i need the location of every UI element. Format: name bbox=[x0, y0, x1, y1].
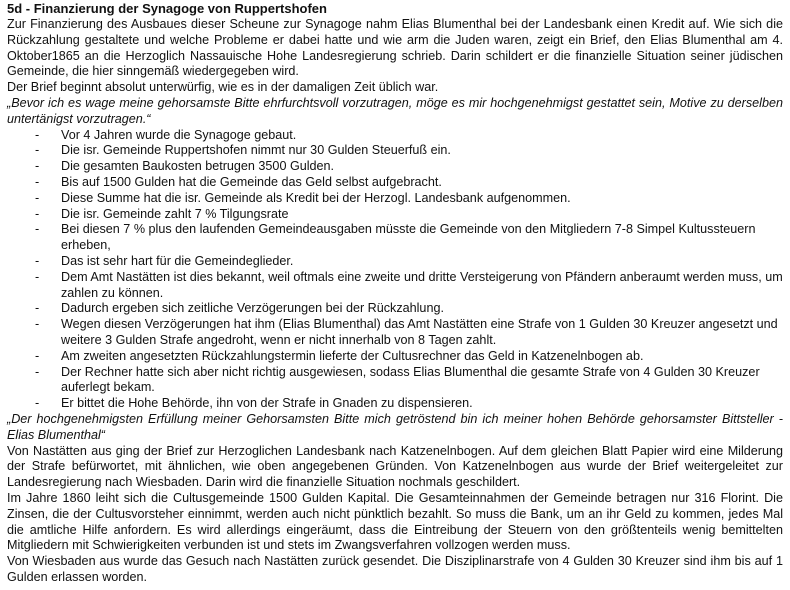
bullet-dash: - bbox=[35, 127, 40, 142]
list-item bbox=[35, 365, 783, 397]
bullet-dash: - bbox=[35, 253, 40, 268]
opening-quote: „Bevor ich es wage meine gehorsamste Bitte ehrfurchtsvoll vorzutragen, möge es mir hochgenehmigst gestattet sein, Motive zu derselben untertänigst vorzutragen.“ bbox=[7, 95, 783, 126]
body-paragraph-1: Von Nastätten aus ging der Brief zur Herzoglichen Landesbank nach Katzenelnbogen. Auf dem gleichen Blatt Papier wird eine Milderung der Strafe befürwortet, mit ähnlichen, wie oben angegebenen Gründen. Von Katzenelnbogen aus wurde der Brief weitergeleitet zur Landesregierung nach Wiesbaden. Darin wird die finanzielle Situation nochmals geschildert. bbox=[7, 443, 783, 490]
list-item bbox=[35, 128, 783, 144]
list-item-text: Das ist sehr hart für die Gemeindeglieder. bbox=[61, 253, 294, 268]
list-item bbox=[35, 222, 783, 254]
list-item-text: Dadurch ergeben sich zeitliche Verzögerungen bei der Rückzahlung. bbox=[61, 301, 444, 316]
document-heading: 5d - Finanzierung der Synagoge von Ruppertshofen bbox=[7, 1, 327, 16]
bullet-dash: - bbox=[35, 206, 40, 221]
list-item-text: Wegen diesen Verzögerungen hat ihm (Elias Blumenthal) das Amt Nastätten eine Strafe von 1 Gulden 30 Kreuzer angesetzt und weitere 3 Gulden Strafe angedroht, wenn er nicht innerhalb von 8 Tagen zahlt. bbox=[61, 317, 778, 347]
list-item-text: Der Rechner hatte sich aber nicht richtig ausgewiesen, sodass Elias Blumenthal die gesamte Strafe von 4 Gulden 30 Kreuzer auferlegt bekam. bbox=[61, 364, 760, 395]
bullet-dash: - bbox=[35, 174, 40, 189]
facts-list bbox=[7, 128, 783, 412]
list-item bbox=[35, 254, 783, 270]
bullet-dash: - bbox=[35, 190, 40, 205]
bullet-dash: - bbox=[35, 301, 40, 316]
bullet-dash: - bbox=[35, 317, 40, 332]
bullet-dash: - bbox=[35, 159, 40, 174]
list-item-text: Die isr. Gemeinde Ruppertshofen nimmt nur 30 Gulden Steuerfuß ein. bbox=[61, 143, 451, 158]
body-paragraph-3: Von Wiesbaden aus wurde das Gesuch nach Nastätten zurück gesendet. Die Disziplinarstrafe von 4 Gulden 30 Kreuzer sind ihm bis auf 1 Gulden erlassen worden. bbox=[7, 554, 783, 584]
list-item-text: Die gesamten Baukosten betrugen 3500 Gulden. bbox=[61, 159, 335, 174]
bullet-dash: - bbox=[35, 143, 40, 158]
list-item bbox=[35, 396, 783, 412]
bullet-dash: - bbox=[35, 364, 40, 379]
list-item bbox=[35, 349, 783, 365]
list-item-text: Bei diesen 7 % plus den laufenden Gemeindeausgaben müsste die Gemeinde von den Mitgliedern 7-8 Simpel Kultussteuern erheben, bbox=[61, 222, 756, 253]
bullet-dash: - bbox=[35, 348, 40, 363]
bullet-dash: - bbox=[35, 222, 40, 237]
list-item-text: Die isr. Gemeinde zahlt 7 % Tilgungsrate bbox=[61, 206, 289, 221]
list-item-text: Am zweiten angesetzten Rückzahlungstermin lieferte der Cultusrechner das Geld in Katzenelnbogen ab. bbox=[61, 348, 644, 363]
list-item bbox=[35, 143, 783, 159]
list-item bbox=[35, 270, 783, 302]
list-item-text: Bis auf 1500 Gulden hat die Gemeinde das Geld selbst aufgebracht. bbox=[61, 174, 442, 189]
bullet-dash: - bbox=[35, 269, 40, 284]
list-item bbox=[35, 301, 783, 317]
list-item-text: Diese Summe hat die isr. Gemeinde als Kredit bei der Herzogl. Landesbank aufgenommen. bbox=[61, 190, 571, 205]
list-item-text: Er bittet die Hohe Behörde, ihn von der Strafe in Gnaden zu dispensieren. bbox=[61, 396, 473, 411]
list-item bbox=[35, 191, 783, 207]
list-item-text: Vor 4 Jahren wurde die Synagoge gebaut. bbox=[61, 127, 297, 142]
list-item bbox=[35, 317, 783, 349]
list-item bbox=[35, 175, 783, 191]
list-item-text: Dem Amt Nastätten ist dies bekannt, weil oftmals eine zweite und dritte Versteigerung von Pfändern anberaumt werden muss, um zahlen zu können. bbox=[61, 269, 783, 300]
letter-intro-paragraph: Der Brief beginnt absolut unterwürfig, wie es in der damaligen Zeit üblich war. bbox=[7, 80, 439, 95]
list-item bbox=[35, 207, 783, 223]
bullet-dash: - bbox=[35, 396, 40, 411]
closing-quote: „Der hochgenehmigsten Erfüllung meiner Gehorsamsten Bitte mich getröstend bin ich meiner hohen Behörde gehorsamster Bittsteller - Elias Blumenthal“ bbox=[7, 411, 783, 442]
intro-paragraph: Zur Finanzierung des Ausbaues dieser Scheune zur Synagoge nahm Elias Blumenthal bei der Landesbank einen Kredit auf. Wie sich die Rückzahlung gestaltete und welche Probleme er dabei hatte und wie arm die Juden waren, zeigt ein Brief, den Elias Blumenthal am 4. Oktober1865 an die Herzoglich Nassauische Hohe Landesregierung schrieb. Darin schildert er die finanzielle Situation seiner jüdischen Gemeinde, die hier sinngemäß wiedergegeben wird. bbox=[7, 17, 783, 79]
list-item bbox=[35, 159, 783, 175]
body-paragraph-2: Im Jahre 1860 leiht sich die Cultusgemeinde 1500 Gulden Kapital. Die Gesamteinnahmen der Gemeinde betragen nur 316 Florint. Die Zinsen, die der Cultusvorsteher einnimmt, werden auch nicht pünktlich bezahlt. So muss die Bank, um an ihr Geld zu kommen, jedes Mal die amtliche Hilfe anfordern. Es wird allerdings eingeräumt, dass die Eintreibung der Steuern von den größtenteils wenig bemittelten Mitgliedern mit Schwierigkeiten verbunden ist und stets im Zwangsverfahren vollzogen werden muss. bbox=[7, 490, 783, 553]
